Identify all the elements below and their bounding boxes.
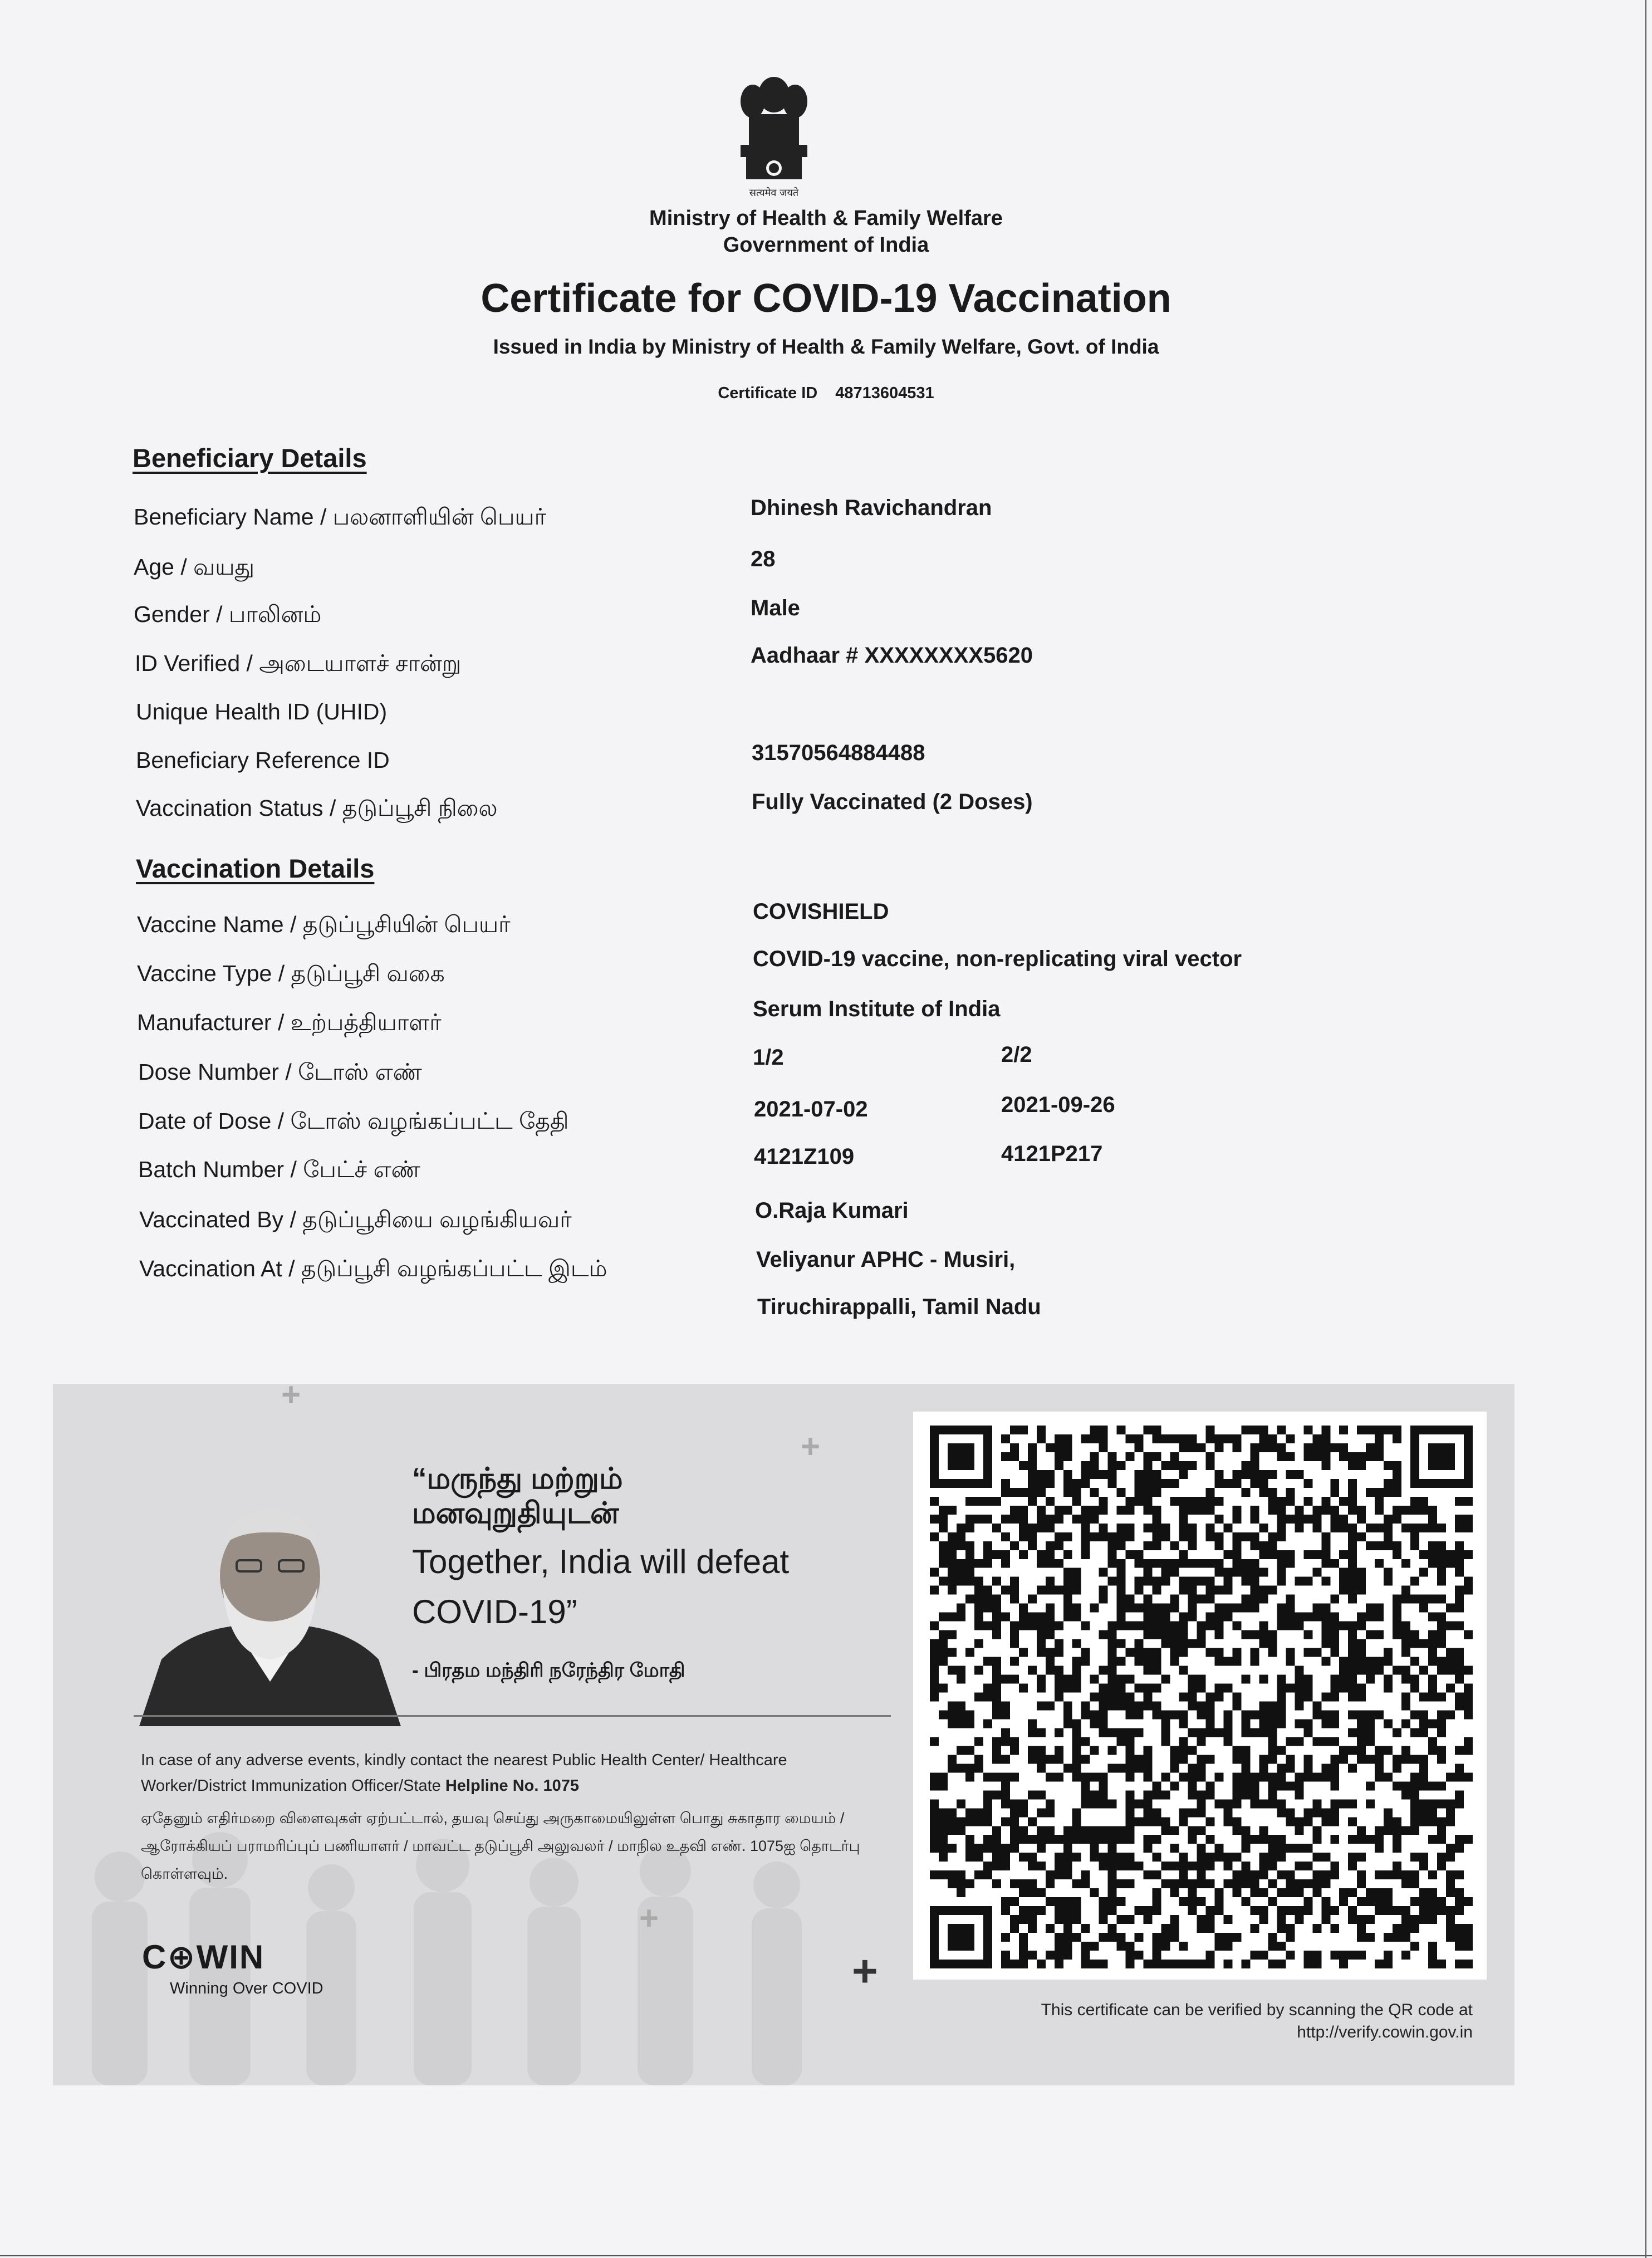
beneficiary-name-label: Beneficiary Name / பலனாளியின் பெயர் <box>134 504 547 530</box>
prime-minister-portrait-icon <box>139 1492 401 1726</box>
quote-tamil <box>412 1462 623 1531</box>
qr-finder-pattern <box>1428 1443 1455 1470</box>
ministry-heading <box>0 205 1652 258</box>
vaccinated-at-line1: Veliyanur APHC - Musiri, <box>756 1247 1016 1272</box>
qr-code-icon <box>930 1426 1473 1968</box>
beneficiary-name-value: Dhinesh Ravichandran <box>751 496 992 520</box>
national-emblem-icon <box>724 61 824 200</box>
reference-id-label: Beneficiary Reference ID <box>136 747 390 773</box>
vaccinated-at-line2: Tiruchirappalli, Tamil Nadu <box>757 1295 1041 1319</box>
gender-value: Male <box>751 596 800 620</box>
id-verified-value: Aadhaar # XXXXXXXX5620 <box>751 643 1033 668</box>
reference-id-value: 31570564884488 <box>752 741 925 765</box>
id-verified-label: ID Verified / அடையாளச் சான்று <box>135 650 462 676</box>
dose1-number: 1/2 <box>753 1045 784 1070</box>
vaccinated-at-label: Vaccination At / தடுப்பூசி வழங்கப்பட்ட இடம் <box>139 1256 607 1281</box>
dose1-date: 2021-07-02 <box>754 1097 868 1121</box>
uhid-label: Unique Health ID (UHID) <box>136 699 388 724</box>
certificate-id-value: 48713604531 <box>835 384 934 402</box>
age-value: 28 <box>751 547 776 571</box>
qr-finder-pattern <box>948 1924 974 1951</box>
dose2-number: 2/2 <box>1001 1042 1032 1067</box>
scan-edge-line <box>0 2255 1652 2256</box>
beneficiary-heading: Beneficiary Details <box>133 443 367 473</box>
plus-decoration-icon: + <box>281 1376 301 1413</box>
dose1-batch: 4121Z109 <box>754 1144 855 1169</box>
date-of-dose-label: Date of Dose / டோஸ் வழங்கப்பட்ட தேதி <box>138 1108 569 1134</box>
scan-edge-line <box>1645 0 1646 2258</box>
adverse-events-contact-tamil: ஏதேனும் எதிர்மறை விளைவுகள் ஏற்பட்டால், தயவு செய்து அருகாமையிலுள்ள பொது சுகாதார மையம் / ஆரோக்கியப் பராமரிப்புப் பணியாளர் / மாவட்ட தடுப்பூசி அலுவலர் / மாநில உதவி எண். 1075ஐ தொடர்பு கொள்ளவும். <box>141 1810 860 1882</box>
manufacturer-value: Serum Institute of India <box>753 997 1001 1021</box>
batch-number-label: Batch Number / பேட்ச் எண் <box>138 1157 420 1182</box>
gender-label: Gender / பாலினம் <box>134 601 322 627</box>
plus-decoration-icon: + <box>639 1899 659 1937</box>
helpline-number: Helpline No. 1075 <box>445 1777 580 1795</box>
vaccination-status-value: Fully Vaccinated (2 Doses) <box>752 790 1033 814</box>
verification-note <box>913 1999 1473 2044</box>
emblem-motto: सत्यमेव जयते <box>749 187 799 199</box>
cowin-tagline: Winning Over COVID <box>170 1980 323 1997</box>
dose2-batch: 4121P217 <box>1001 1142 1103 1166</box>
vaccination-status-label: Vaccination Status / தடுப்பூசி நிலை <box>136 795 498 821</box>
government-name: Government of India <box>723 233 929 257</box>
quote-tamil-line1: “மருந்து மற்றும் <box>412 1462 623 1495</box>
quote-attribution: - பிரதம மந்திரி நரேந்திர மோதி <box>412 1659 685 1681</box>
manufacturer-label: Manufacturer / உற்பத்தியாளர் <box>137 1010 442 1035</box>
issued-by: Issued in India by Ministry of Health & Family Welfare, Govt. of India <box>493 335 1159 358</box>
plus-decoration-icon: + <box>852 1946 878 1996</box>
verification-url: http://verify.cowin.gov.in <box>1297 2023 1473 2041</box>
plus-decoration-icon: + <box>801 1428 821 1465</box>
certificate-id <box>0 384 1652 403</box>
qr-finder-pattern <box>948 1443 974 1470</box>
cowin-logo: C⊕WIN <box>142 1938 265 1976</box>
dose-number-label: Dose Number / டோஸ் எண் <box>138 1059 422 1085</box>
vaccinated-by-label: Vaccinated By / தடுப்பூசியை வழங்கியவர் <box>139 1207 572 1232</box>
qr-module <box>930 1426 1473 1968</box>
quote-tamil-line2: மனவுறுதியுடன் <box>412 1497 619 1530</box>
ministry-name: Ministry of Health & Family Welfare <box>649 207 1003 230</box>
vaccine-type-label: Vaccine Type / தடுப்பூசி வகை <box>137 961 445 986</box>
dose2-date: 2021-09-26 <box>1001 1093 1115 1117</box>
vaccine-name-value: COVISHIELD <box>753 899 889 924</box>
divider <box>134 1715 891 1717</box>
page-title: Certificate for COVID-19 Vaccination <box>481 276 1171 321</box>
certificate-id-label: Certificate ID <box>718 384 818 402</box>
age-label: Age / வயது <box>134 554 255 580</box>
vaccine-type-value: COVID-19 vaccine, non-replicating viral vector <box>753 947 1242 971</box>
vaccine-name-label: Vaccine Name / தடுப்பூசியின் பெயர் <box>137 912 511 937</box>
contact-english-text: In case of any adverse events, kindly contact the nearest Public Health Center/ Healthcare Worker/District Immunization Officer/State <box>141 1751 787 1795</box>
vaccinated-by-value: O.Raja Kumari <box>755 1198 909 1223</box>
adverse-events-contact-english <box>141 1747 887 1799</box>
verification-text: This certificate can be verified by scanning the QR code at <box>1041 2001 1473 2019</box>
quote-english: Together, India will defeat COVID-19” <box>412 1543 790 1630</box>
vaccination-heading: Vaccination Details <box>136 854 375 883</box>
